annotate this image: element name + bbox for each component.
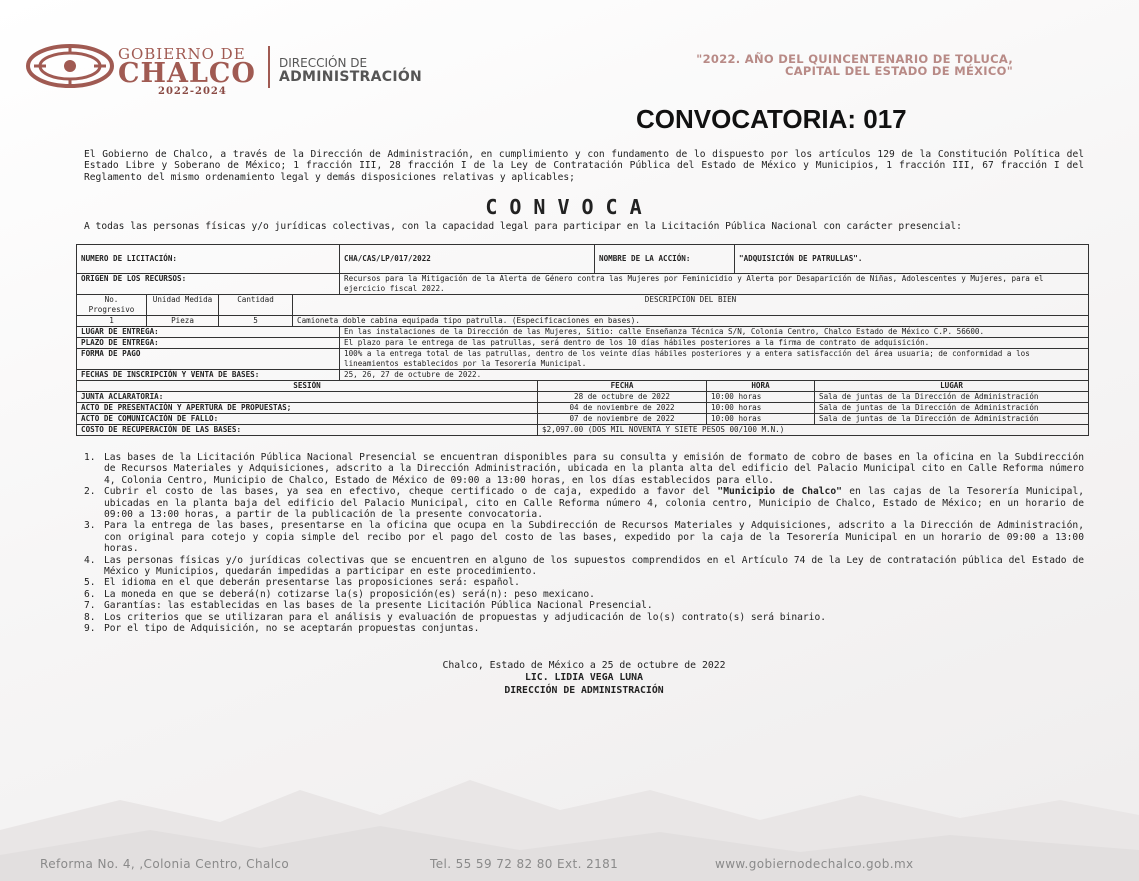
list-item (84, 589, 1084, 600)
col-header-no: No. Progresivo (77, 295, 147, 316)
signature-block (0, 660, 1139, 697)
session-time: 10:00 horas (707, 403, 815, 414)
list-item (84, 555, 1084, 578)
tender-number-label: NUMERO DE LICITACIÓN: (77, 245, 340, 274)
payment-value: 100% a la entrega total de las patrullas, dentro de los veinte días hábiles posteriores y a entera satisfacción del área usuaria; de conformidad a los lineamientos establecidos por la Tesorería Municipal. (340, 349, 1089, 370)
table-row (77, 274, 1089, 295)
footer-website: www.gobiernodechalco.gob.mx (715, 857, 914, 871)
conditions-list (84, 452, 1084, 635)
list-item-number: 3. (84, 520, 96, 532)
tender-number-value: CHA/CAS/LP/017/2022 (340, 245, 595, 274)
col-header-quantity: Cantidad (219, 295, 293, 316)
session-date: 04 de noviembre de 2022 (538, 403, 707, 414)
table-row (77, 370, 1089, 381)
list-item (84, 452, 1084, 486)
list-item (84, 600, 1084, 611)
col-header-description: DESCRIPCION DEL BIEN (293, 295, 1089, 316)
slogan-line1: "2022. AÑO DEL QUINCENTENARIO DE TOLUCA, (696, 52, 1013, 66)
convoca-heading: CONVOCA (485, 195, 654, 219)
footer-phone: Tel. 55 59 72 82 80 Ext. 2181 (430, 857, 619, 871)
registration-dates-label: FECHAS DE INSCRIPCIÓN Y VENTA DE BASES: (77, 370, 340, 381)
list-item-number: 1. (84, 452, 96, 463)
session-header: SESIÓN (77, 381, 538, 392)
delivery-term-value: El plazo para le entrega de las patrullas, será dentro de los 10 días hábiles posteriores a la firma de contrato de adquisición. (340, 338, 1089, 349)
list-item-number: 7. (84, 600, 96, 612)
table-row (77, 425, 1089, 436)
list-item-number: 9. (84, 623, 96, 635)
table-row (77, 414, 1089, 425)
document-header (0, 0, 1139, 100)
action-name-label: NOMBRE DE LA ACCIÓN: (595, 245, 735, 274)
list-item-number: 5. (84, 577, 96, 589)
cost-label: COSTO DE RECUPERACIÓN DE LAS BASES: (77, 425, 538, 436)
list-item (84, 577, 1084, 588)
municipality-name: "Municipio de Chalco" (717, 486, 842, 498)
list-item (84, 612, 1084, 623)
item-unit: Pieza (147, 316, 219, 327)
session-place: Sala de juntas de la Dirección de Administración (815, 403, 1089, 414)
slogan-line2: CAPITAL DEL ESTADO DE MÉXICO" (784, 64, 1013, 79)
logo-line1: GOBIERNO DE (118, 45, 246, 63)
intro-paragraph: El Gobierno de Chalco, a través de la Dirección de Administración, en cumplimiento y con fundamento de lo dispuesto por los artículos 129 de la Constitución Política del Estado Libre y Soberano de México; 1 fracción III, 28 fracción I de la Ley de Contratación Pública del Estado de México y Municipios, 1 fracción III, 67 fracción I del Reglamento del mismo ordenamiento legal y demás disposiciones relativas y aplicables; (84, 149, 1084, 183)
delivery-term-label: PLAZO DE ENTREGA: (77, 338, 340, 349)
session-place: Sala de juntas de la Dirección de Administración (815, 392, 1089, 403)
logo-line2: CHALCO (118, 58, 256, 89)
tender-details-table (76, 244, 1089, 436)
table-row (77, 392, 1089, 403)
list-item (84, 520, 1084, 554)
origin-value: Recursos para la Mitigación de la Alerta de Género contra las Mujeres por Feminicidio y Alerta por Desaparición de Niñas, Adolescentes y Mujeres, para el ejercicio fiscal 2022. (340, 274, 1089, 295)
document-title: CONVOCATORIA: 017 (636, 104, 907, 134)
table-row (77, 338, 1089, 349)
signer-position: DIRECCIÓN DE ADMINISTRACIÓN (504, 684, 664, 696)
place-date: Chalco, Estado de México a 25 de octubre de 2022 (442, 660, 726, 671)
session-place: Sala de juntas de la Dirección de Administración (815, 414, 1089, 425)
session-name: ACTO DE COMUNICACIÓN DE FALLO: (77, 414, 538, 425)
session-date: 28 de octubre de 2022 (538, 392, 707, 403)
logo-divider (268, 46, 270, 88)
government-logo-text (118, 47, 256, 97)
convoca-subtitle: A todas las personas físicas y/o jurídicas colectivas, con la capacidad legal para participar en la Licitación Pública Nacional con carácter presencial: (84, 221, 962, 232)
list-item-text: Para la entrega de las bases, presentarse en la oficina que ocupa en la Subdirección de Recursos Materiales y Adquisiciones, adscrito a la Dirección de Administración, con original para cotejo y copia simple del recibo por el pago del costo de las bases, expedido por la caja de la Tesorería Municipal en un horario de 09:00 a 13:00 horas. (104, 520, 1084, 555)
table-row (77, 403, 1089, 414)
year-slogan (696, 53, 1013, 77)
date-header: FECHA (538, 381, 707, 392)
origin-label: ORIGEN DE LOS RECURSOS: (77, 274, 340, 295)
session-date: 07 de noviembre de 2022 (538, 414, 707, 425)
table-row (77, 349, 1089, 370)
list-item-text: Por el tipo de Adquisición, no se aceptarán propuestas conjuntas. (104, 623, 480, 635)
item-description: Camioneta doble cabina equipada tipo patrulla. (Especificaciones en bases). (293, 316, 1089, 327)
item-no: 1 (77, 316, 147, 327)
list-item-text: Garantías: las establecidas en las bases de la presente Licitación Pública Nacional Presencial. (104, 600, 653, 612)
cost-value: $2,097.00 (DOS MIL NOVENTA Y SIETE PESOS 00/100 M.N.) (538, 425, 1089, 436)
item-quantity: 5 (219, 316, 293, 327)
list-item-text: Las bases de la Licitación Pública Nacional Presencial se encuentran disponibles para su consulta y emisión de formato de cobro de bases en la oficina en la Subdirección de Recursos Materiales y Adquisiciones, adscrito a la Dirección Administración, ubicada en la planta alta del edificio del Palacio Municipal cito en Calle Reforma número 4, Colonia Centro, Municipio de Chalco, Estado de México de 09:00 a 13:00 horas, en los días establecidos para ello. (104, 452, 1084, 486)
list-item-number: 2. (84, 486, 96, 498)
delivery-place-value: En las instalaciones de la Dirección de las Mujeres, Sitio: calle Enseñanza Técnica S/N, Colonia Centro, Chalco Estado de México C.P. 56600. (340, 327, 1089, 338)
session-name: ACTO DE PRESENTACIÓN Y APERTURA DE PROPUESTAS; (77, 403, 538, 414)
list-item-text-part: Cubrir el costo de las bases, ya sea en efectivo, cheque certificado o de caja, expedido a favor del (104, 486, 718, 498)
footer-address: Reforma No. 4, ,Colonia Centro, Chalco (40, 857, 290, 871)
registration-dates-value: 25, 26, 27 de octubre de 2022. (340, 370, 1089, 381)
logo-years: 2022-2024 (158, 86, 227, 97)
list-item-text (104, 486, 1084, 520)
list-item-text-part: en las cajas de la Tesorería Municipal, ubicadas en la planta baja del edificio del Palacio Municipal, cito en Calle Reforma número 4, colonia centro, Municipio de Chalco, Estado de México; en un horario de 09:00 a 13:00 horas, a partir de la publicación de la presente convocatoria. (104, 486, 1084, 521)
list-item-number: 8. (84, 611, 96, 623)
table-row (77, 381, 1089, 392)
dept-line1: DIRECCIÓN DE (279, 56, 368, 70)
list-item-text: Los criterios que se utilizaran para el análisis y evaluación de propuestas y adjudicación de lo(s) contrato(s) será binario. (104, 611, 826, 623)
chalco-logo-icon (26, 44, 114, 88)
list-item (84, 486, 1084, 520)
table-row (77, 295, 1089, 316)
list-item-text: La moneda en que se deberá(n) cotizarse la(s) proposición(es) será(n): peso mexicano. (104, 588, 595, 600)
session-name: JUNTA ACLARATORIA: (77, 392, 538, 403)
list-item-text: Las personas físicas y/o jurídicas colectivas que se encuentren en alguno de los supuestos comprendidos en el Artículo 74 de la Ley de contratación pública del Estado de México y Municipios, quedarán impedidas a participar en este procedimiento. (104, 554, 1084, 578)
dept-line2: ADMINISTRACIÓN (279, 68, 423, 85)
delivery-place-label: LUGAR DE ENTREGA: (77, 327, 340, 338)
table-row (77, 316, 1089, 327)
time-header: HORA (707, 381, 815, 392)
table-row (77, 245, 1089, 274)
list-item (84, 623, 1084, 634)
place-header: LUGAR (815, 381, 1089, 392)
list-item-number: 4. (84, 554, 96, 566)
action-name-value: "ADQUISICIÓN DE PATRULLAS". (735, 245, 1089, 274)
payment-label: FORMA DE PAGO (77, 349, 340, 370)
session-time: 10:00 horas (707, 392, 815, 403)
signer-name: LIC. LIDIA VEGA LUNA (525, 672, 643, 684)
list-item-number: 6. (84, 588, 96, 600)
list-item-text: El idioma en el que deberán presentarse las proposiciones será: español. (104, 577, 520, 589)
table-row (77, 327, 1089, 338)
department-name (279, 57, 422, 84)
col-header-unit: Unidad Medida (147, 295, 219, 316)
session-time: 10:00 horas (707, 414, 815, 425)
